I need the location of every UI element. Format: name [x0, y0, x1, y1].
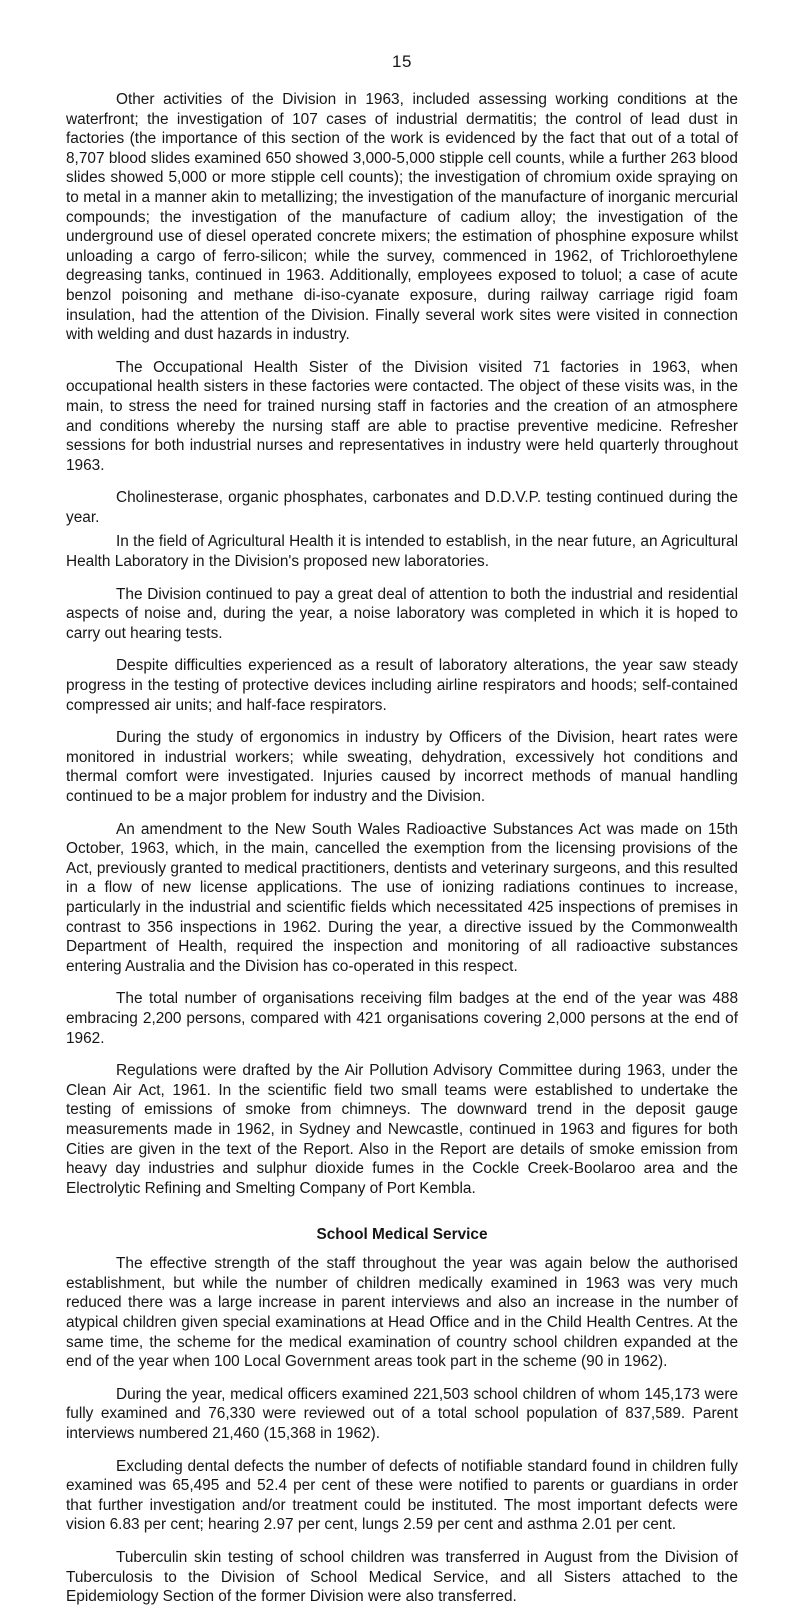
- paragraph-tuberculin-testing: Tuberculin skin testing of school children was transferred in August from the Division of Tuberculosis to the Division of School Medical Service, and all Sisters attached to the Epidemiology Section of the former Division were also transferred.: [66, 1549, 738, 1606]
- section-heading-school-medical-service: School Medical Service: [316, 1226, 488, 1244]
- paragraph-film-badges: The total number of organisations receiving film badges at the end of the year was 488 embracing 2,200 persons, compared with 421 organisations covering 2,000 persons at the end of 1962.: [66, 990, 738, 1047]
- paragraph-agricultural-health: In the field of Agricultural Health it is intended to establish, in the near future, an Agricultural Health Laboratory in the Division's proposed new laboratories.: [66, 533, 738, 571]
- report-page: [66, 52, 738, 1620]
- paragraph-staff-strength: The effective strength of the staff throughout the year was again below the authorised establishment, but while the number of children medically examined in 1963 was very much reduced there was a large increase in parent interviews and also an increase in the number of atypical children given special examinations at Head Office and in the Child Health Centres. At the same time, the scheme for the medical examination of country school children expanded at the end of the year when 100 Local Government areas took part in the scheme (90 in 1962).: [66, 1255, 738, 1371]
- paragraph-ergonomics: During the study of ergonomics in industry by Officers of the Division, heart rates were monitored in industrial workers; while sweating, dehydration, excessively hot conditions and thermal comfort were investigated. Injuries caused by incorrect methods of manual handling continued to be a major problem for industry and the Division.: [66, 729, 738, 805]
- paragraph-cholinesterase: Cholinesterase, organic phosphates, carbonates and D.D.V.P. testing continued during the year.: [66, 489, 738, 526]
- paragraph-noise: The Division continued to pay a great deal of attention to both the industrial and residential aspects of noise and, during the year, a noise laboratory was completed in which it is hoped to carry out hearing tests.: [66, 585, 738, 642]
- page-number: 15: [392, 52, 412, 71]
- paragraph-other-activities: Other activities of the Division in 1963, included assessing working conditions at the waterfront; the investigation of 107 cases of industrial dermatitis; the control of lead dust in factories (the importance of this section of the work is evidenced by the fact that out of a total of 8,707 blood slides examined 650 showed 3,000-5,000 stipple cell counts, while a further 263 blood slides showed 5,000 or more stipple cell counts); the investigation of chromium oxide spraying on to metal in a manner akin to metallizing; the investigation of the manufacture of inorganic mercurial compounds; the investigation of the manufacture of cadium alloy; the investigation of the underground use of diesel operated concrete mixers; the estimation of phosphine exposure whilst unloading a cargo of ferro-silicon; while the survey, commenced in 1962, of Trichloroethylene degreasing tanks, continued in 1963. Additionally, employees exposed to toluol; a case of acute benzol poisoning and methane di-iso-cyanate exposure, during railway carriage rigid foam insulation, had the attention of the Division. Finally several work sites were visited in connection with welding and dust hazards in industry.: [66, 91, 738, 344]
- paragraph-occupational-health-sister: The Occupational Health Sister of the Division visited 71 factories in 1963, when occupational health sisters in these factories were contacted. The object of these visits was, in the main, to stress the need for trained nursing staff in factories and the creation of an atmosphere and conditions whereby the nursing staff are able to practise preventive medicine. Refresher sessions for both industrial nurses and representatives in industry were held quarterly throughout 1963.: [66, 358, 738, 474]
- paragraph-defects: Excluding dental defects the number of defects of notifiable standard found in children fully examined was 65,495 and 52.4 per cent of these were notified to parents or guardians in order that further investigation and/or treatment could be instituted. The most important defects were vision 6.83 per cent; hearing 2.97 per cent, lungs 2.59 per cent and asthma 2.01 per cent.: [66, 1457, 738, 1534]
- paragraph-air-pollution: Regulations were drafted by the Air Pollution Advisory Committee during 1963, under the Clean Air Act, 1961. In the scientific field two small teams were established to undertake the testing of emissions of smoke from chimneys. The downward trend in the deposit gauge measurements made in 1962, in Sydney and Newcastle, continued in 1963 and figures for both Cities are given in the text of the Report. Also in the Report are details of smoke emission from heavy day industries and sulphur dioxide fumes in the Cockle Creek-Boolaroo area and the Electrolytic Refining and Smelting Company of Port Kembla.: [66, 1062, 738, 1197]
- paragraph-protective-devices: Despite difficulties experienced as a result of laboratory alterations, the year saw steady progress in the testing of protective devices including airline respirators and hoods; self-contained compressed air units; and half-face respirators.: [66, 657, 738, 714]
- paragraph-examinations: During the year, medical officers examined 221,503 school children of whom 145,173 were fully examined and 76,330 were reviewed out of a total school population of 837,589. Parent interviews numbered 21,460 (15,368 in 1962).: [66, 1385, 738, 1443]
- paragraph-radioactive-substances: An amendment to the New South Wales Radioactive Substances Act was made on 15th October, 1963, which, in the main, cancelled the exemption from the licensing provisions of the Act, previously granted to medical practitioners, dentists and veterinary surgeons, and this resulted in a flow of new license applications. The use of ionizing radiations continues to increase, particularly in the industrial and scientific fields which necessitated 425 inspections of premises in contrast to 356 inspections in 1962. During the year, a directive issued by the Commonwealth Department of Health, required the inspection and monitoring of all radioactive substances entering Australia and the Division has co-operated in this respect.: [66, 820, 738, 975]
